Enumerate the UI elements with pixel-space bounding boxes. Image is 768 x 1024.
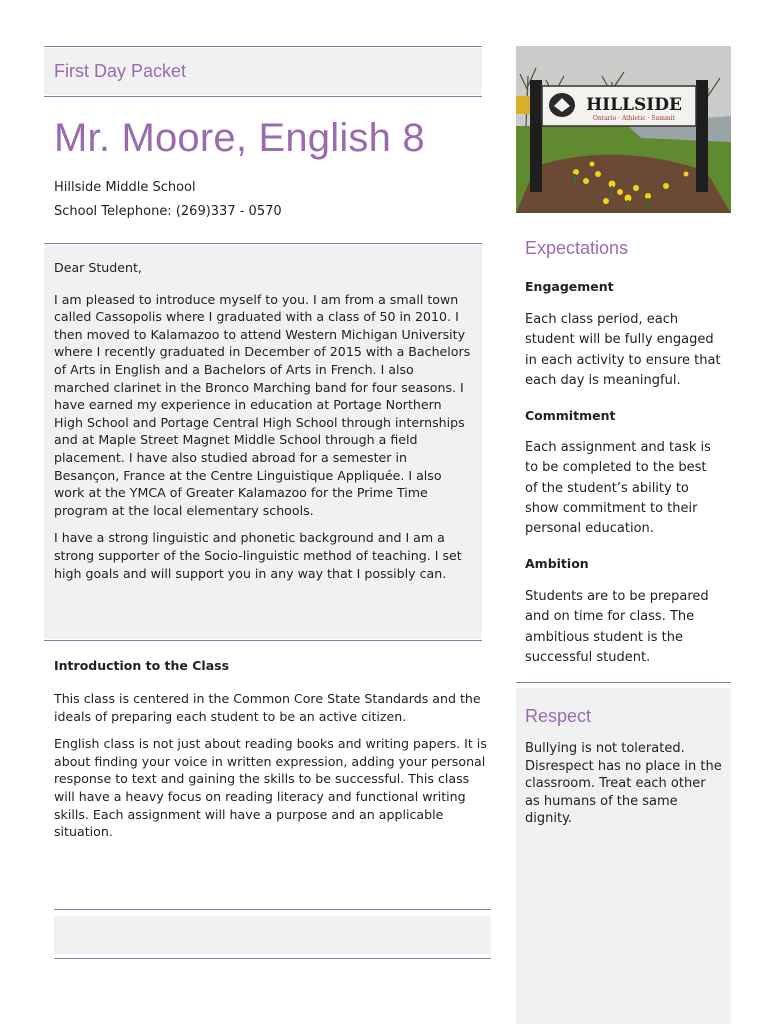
- footer-band: [54, 916, 491, 954]
- school-phone: School Telephone: (269)337 - 0570: [54, 204, 282, 219]
- school-name: Hillside Middle School: [54, 180, 196, 195]
- header-top-rule: [44, 46, 482, 47]
- sign-subtext: Ontario · Athletic · Summit: [593, 115, 675, 122]
- expectation-text-commitment: Each assignment and task is to be completed to the best of the student’s ability to show commitment to their personal education.: [525, 440, 711, 537]
- respect-top-rule: [516, 682, 731, 683]
- letter-top-rule: [44, 243, 482, 244]
- intro-paragraph: This class is centered in the Common Core State Standards and the ideals of preparing each student to be an active citizen.: [54, 691, 481, 724]
- packet-label: First Day Packet: [54, 61, 187, 81]
- expectations-title: Expectations: [525, 238, 629, 258]
- welcome-letter: [44, 245, 482, 639]
- respect-title: Respect: [525, 706, 592, 726]
- respect-text: Bullying is not tolerated. Disrespect has no place in the classroom. Treat each other as humans of the same dignity.: [525, 741, 722, 826]
- respect-panel: [516, 688, 731, 1024]
- expectation-heading-engagement: Engagement: [525, 279, 614, 294]
- letter-greeting: Dear Student,: [54, 260, 142, 275]
- school-sign-image: [516, 46, 731, 213]
- letter-bottom-rule: [44, 640, 482, 641]
- header-bottom-rule: [44, 96, 482, 97]
- school-sign-photo: [516, 46, 731, 213]
- intro-body: [54, 690, 494, 851]
- expectation-text-ambition: Students are to be prepared and on time for class. The ambitious student is the successful student.: [525, 589, 709, 665]
- expectation-text-engagement: Each class period, each student will be fully engaged in each activity to ensure that each day is meaningful.: [525, 312, 721, 388]
- letter-paragraph: I am pleased to introduce myself to you. I am from a small town called Cassopolis where I graduated with a class of 50 in 2010. I then moved to Kalamazoo to attend Western Michigan University where I recently graduated in December of 2015 with a Bachelors of Arts in English and a Bachelors of Arts in French. I also marched clarinet in the Bronco Marching band for four seasons. I have earned my experience in education at Portage Northern High School and Portage Central High School through internships and at Maple Street Magnet Middle School through a field placement. I have also studied abroad for a semester in Besançon, France at the Centre Linguistique Appliquée. I also work at the YMCA of Greater Kalamazoo for the Prime Time program at the local elementary schools.: [54, 291, 471, 518]
- footer-bottom-rule: [54, 958, 491, 959]
- letter-paragraph: I have a strong linguistic and phonetic background and I am a strong supporter of the Socio-linguistic method of teaching. I set high goals and will support you in any way that I possibly can.: [54, 530, 462, 581]
- expectation-heading-ambition: Ambition: [525, 556, 589, 571]
- expectation-heading-commitment: Commitment: [525, 408, 616, 423]
- intro-paragraph: English class is not just about reading books and writing papers. It is about finding your voice in written expression, adding your personal response to text and gaining the skills to be successful. This class will have a heavy focus on reading literacy and functional writing skills. Each assignment will have a purpose and an applicable situation.: [54, 736, 487, 840]
- contact-block: [54, 176, 282, 224]
- footer-top-rule: [54, 909, 491, 910]
- intro-heading: Introduction to the Class: [54, 658, 230, 673]
- sign-text: HILLSIDE: [586, 95, 682, 115]
- page-title: Mr. Moore, English 8: [54, 116, 425, 160]
